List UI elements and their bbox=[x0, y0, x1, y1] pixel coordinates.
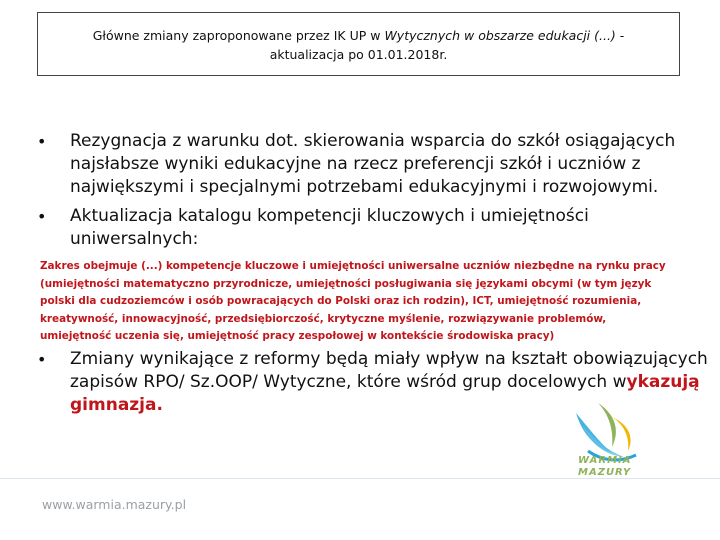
bullet-icon: • bbox=[37, 207, 47, 226]
title-line-2: aktualizacja po 01.01.2018r. bbox=[269, 47, 448, 62]
title-line-1 bbox=[38, 26, 679, 45]
warmia-mazury-logo-icon bbox=[568, 395, 658, 495]
bullet-text: Zmiany wynikające z reformy będą miały wpływ na kształt obowiązujących zapisów RPO/ Sz.OOP/ Wytyczne, które wśród grup docelowych w bbox=[70, 349, 708, 392]
footer-url[interactable]: www.warmia.mazury.pl bbox=[42, 497, 187, 512]
bullet-text: Aktualizacja katalogu kompetencji kluczowych i umiejętności uniwersalnych: bbox=[70, 206, 589, 249]
title-italic-text: Wytycznych w obszarze edukacji (...) bbox=[384, 28, 616, 43]
title-suffix: - bbox=[615, 28, 625, 43]
footer-divider bbox=[0, 478, 720, 479]
bullet-list bbox=[37, 130, 687, 251]
slide-title bbox=[37, 12, 680, 76]
bullet-icon: • bbox=[37, 132, 47, 151]
logo-line-2: MAZURY bbox=[578, 467, 632, 478]
logo-wordmark bbox=[578, 455, 668, 479]
bullet-item bbox=[37, 205, 687, 251]
bullet-item bbox=[37, 130, 687, 199]
competences-note: Zakres obejmuje (...) kompetencje kluczowe i umiejętności uniwersalne uczniów niezbędne na rynku pracy (umiejętności matematyczno przyrodnicze, umiejętności posługiwania się językami obcymi (w tym język polski dla cudzoziemców i osób powracających do Polski oraz ich rodzin), ICT, umiejętność rozumienia, kreatywność, innowacyjność, przedsiębiorczość, krytyczne myślenie, rozwiązywanie problemów, umiejętność uczenia się, umiejętność pracy zespołowej w kontekście środowiska pracy) bbox=[40, 260, 666, 342]
bullet-icon: • bbox=[37, 350, 47, 369]
logo-line-1: WARMIA bbox=[578, 455, 632, 466]
bullet-highlight: ykazują gimnazja. bbox=[70, 372, 700, 415]
title-text: Główne zmiany zaproponowane przez IK UP w bbox=[92, 28, 385, 43]
bullet-text: Rezygnacja z warunku dot. skierowania wsparcia do szkół osiągających najsłabsze wyniki edukacyjne na rzecz preferencji szkół i uczniów z największymi i specjalnymi potrzebami edukacyjnymi i rozwojowymi. bbox=[70, 131, 676, 197]
